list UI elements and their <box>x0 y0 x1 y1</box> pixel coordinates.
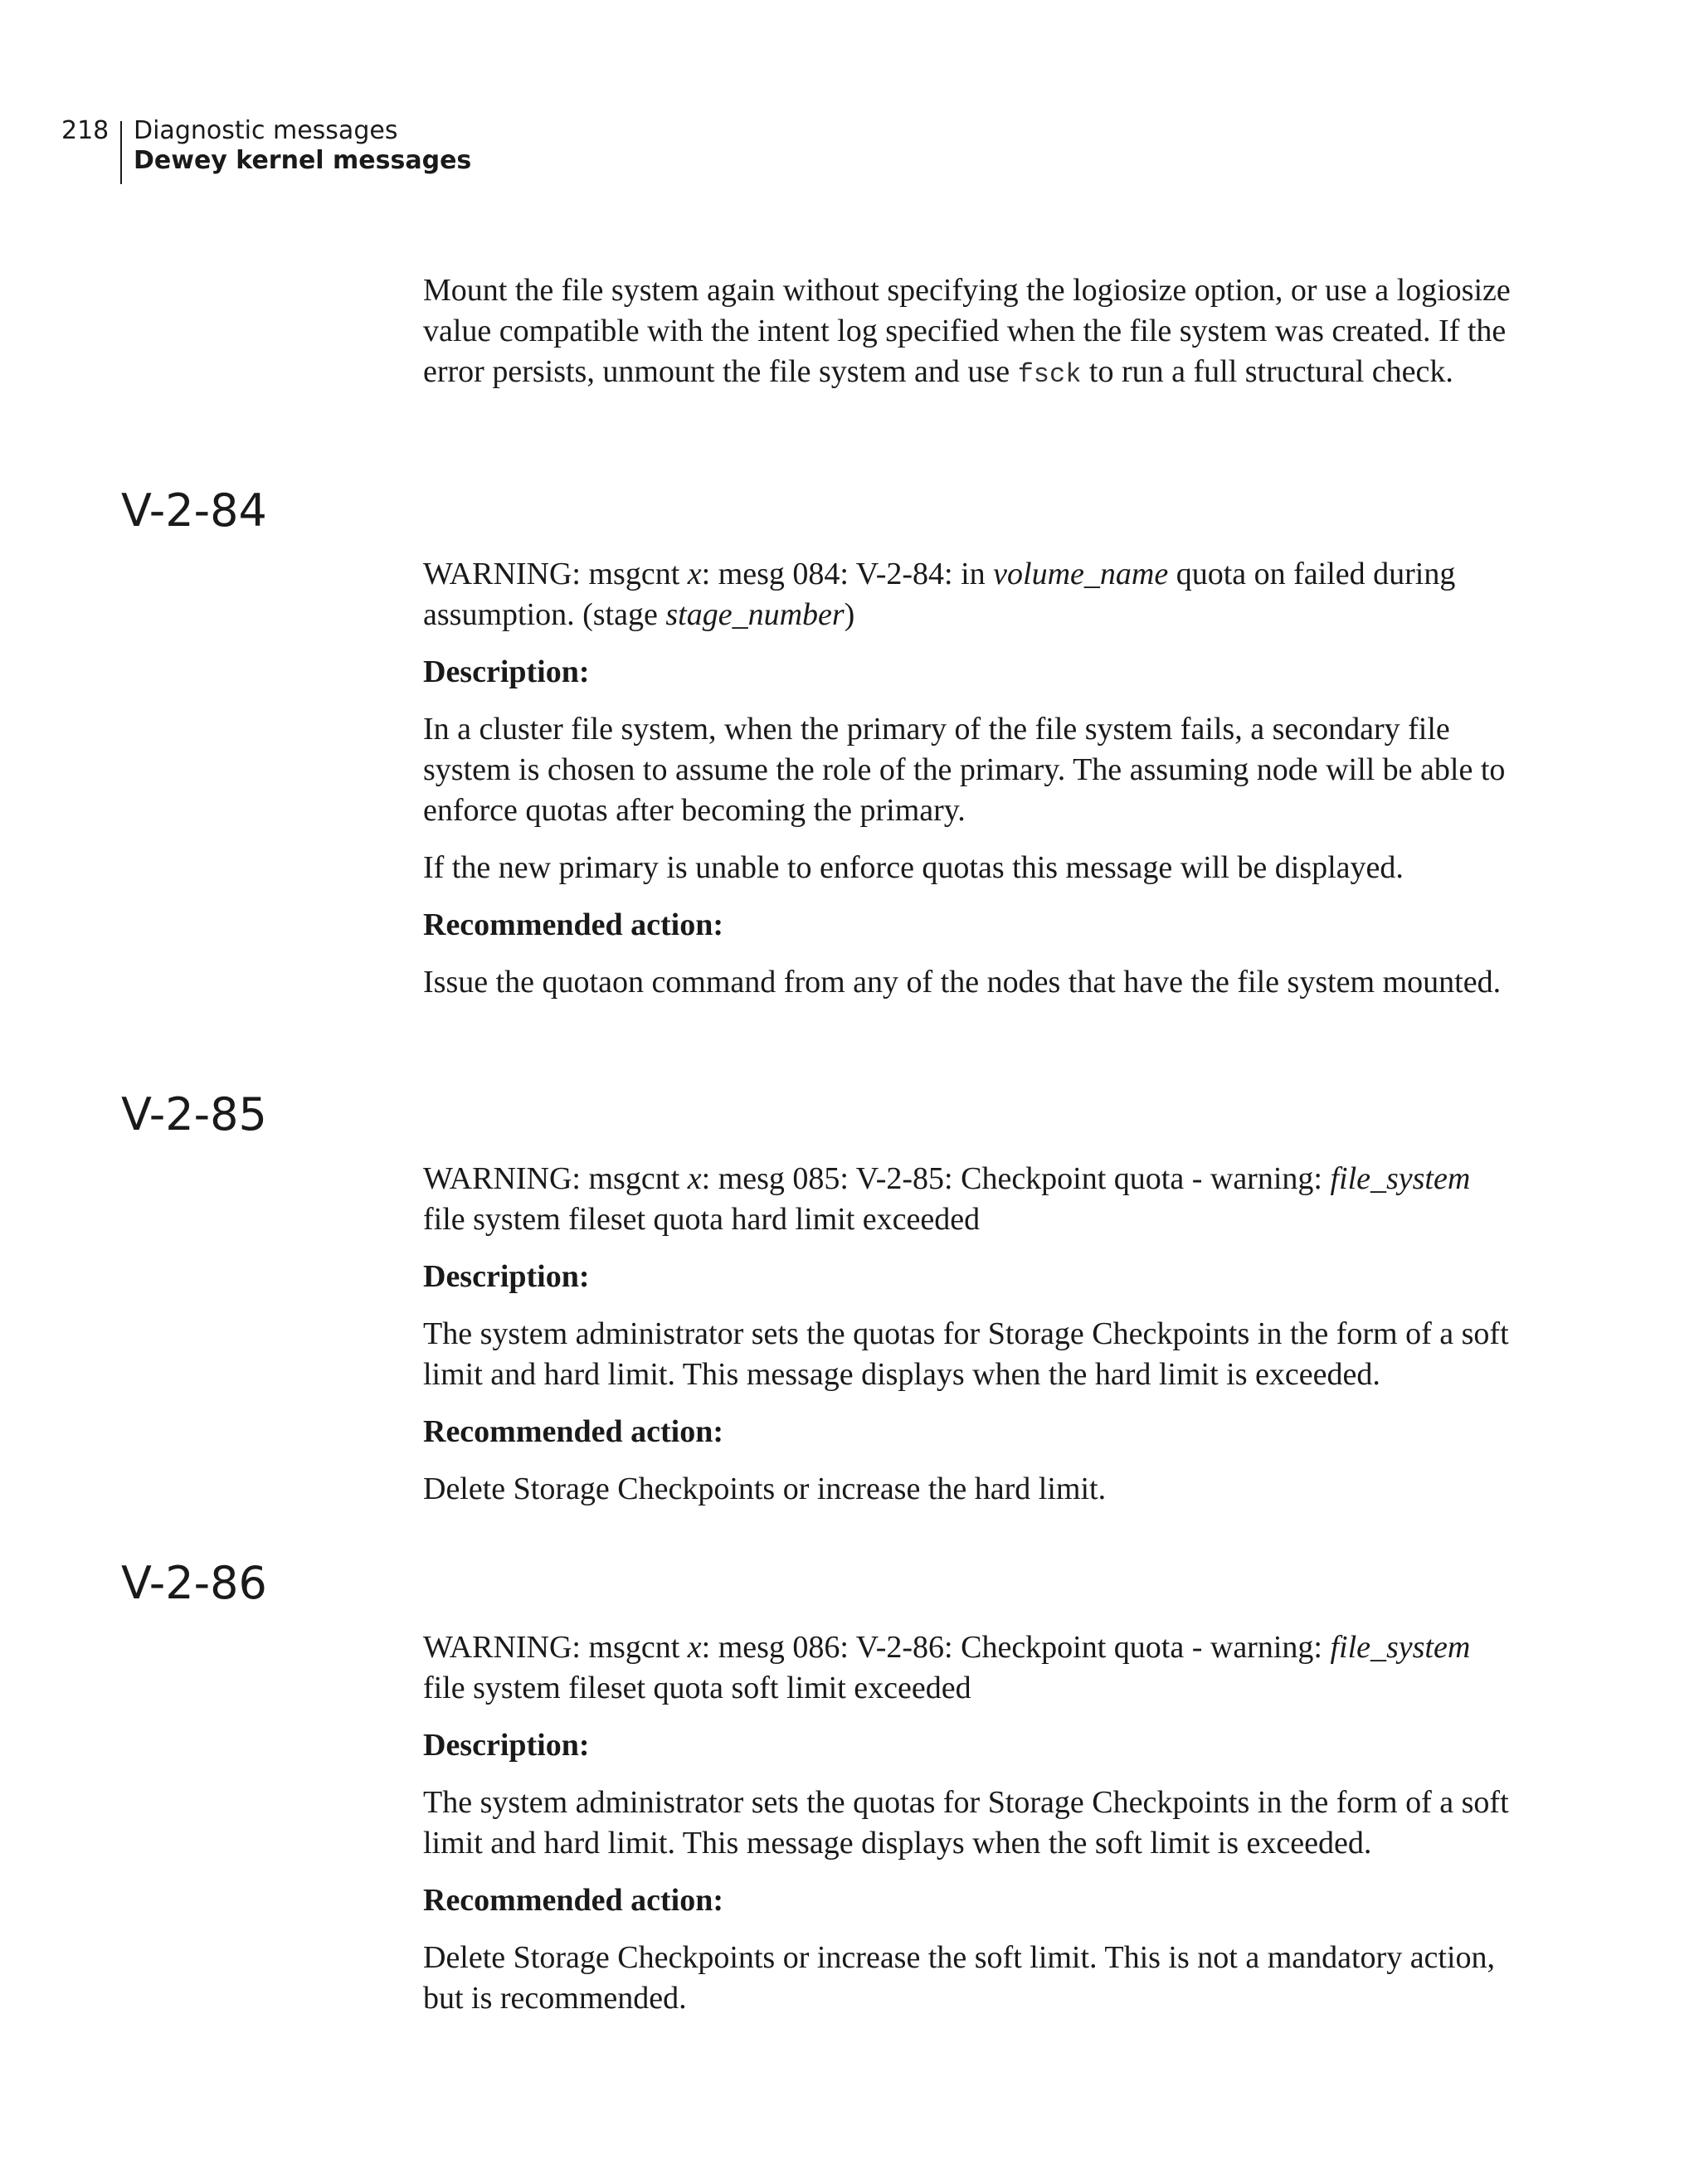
header-chapter-title: Diagnostic messages <box>134 116 398 145</box>
action-label: Recommended action: <box>423 907 723 942</box>
description-label: Description: <box>423 654 590 689</box>
warning-suffix: quota on failed during assumption. (stage <box>423 557 1456 632</box>
warning-variable: volume_name <box>993 557 1169 591</box>
warning-suffix: file system fileset quota hard limit exceeded <box>423 1202 981 1237</box>
message-body <box>423 554 1518 1019</box>
warning-variable: x <box>687 1630 702 1665</box>
warning-prefix: WARNING: msgcnt <box>423 1630 688 1665</box>
description-paragraph: If the new primary is unable to enforce quotas this message will be displayed. <box>423 850 1404 885</box>
message-heading: V-2-85 <box>121 1088 267 1141</box>
message-body <box>423 1159 1518 1526</box>
header-text <box>134 116 471 176</box>
intro-text-1: Mount the file system again without specifying the logiosize option, or use a logiosize value compatible with the intent log specified when the file system was created. If the error persists, unmount the file system and use <box>423 273 1511 389</box>
warning-variable: file_system <box>1330 1630 1471 1665</box>
warning-prefix: WARNING: msgcnt <box>423 557 688 591</box>
page-number: 218 <box>61 116 110 145</box>
header-section-title: Dewey kernel messages <box>134 146 472 175</box>
description-paragraph: The system administrator sets the quotas for Storage Checkpoints in the form of a soft limit and hard limit. This message displays when the soft limit is exceeded. <box>423 1785 1509 1861</box>
action-paragraph: Issue the quotaon command from any of the nodes that have the file system mounted. <box>423 965 1502 1000</box>
intro-block <box>423 270 1518 411</box>
action-label: Recommended action: <box>423 1883 723 1918</box>
warning-variable: x <box>687 557 702 591</box>
warning-text <box>423 1159 1518 1240</box>
header-divider <box>120 121 122 184</box>
warning-prefix: WARNING: msgcnt <box>423 1161 688 1196</box>
warning-variable: stage_number <box>665 597 845 632</box>
warning-suffix: file system fileset quota soft limit exceeded <box>423 1671 971 1705</box>
warning-middle: : mesg 084: V-2-84: in <box>701 557 994 591</box>
message-heading: V-2-84 <box>121 484 267 537</box>
intro-text-2: to run a full structural check. <box>1081 354 1453 389</box>
warning-text <box>423 1627 1518 1709</box>
warning-middle: : mesg 085: V-2-85: Checkpoint quota - warning: <box>701 1161 1331 1196</box>
intro-code: fsck <box>1017 359 1082 390</box>
description-paragraph: In a cluster file system, when the primary of the file system fails, a secondary file system is chosen to assume the role of the primary. The assuming node will be able to enforce quotas after becoming the primary. <box>423 712 1506 828</box>
description-label: Description: <box>423 1728 590 1763</box>
description-label: Description: <box>423 1259 590 1294</box>
message-body <box>423 1627 1518 2036</box>
description-paragraph: The system administrator sets the quotas for Storage Checkpoints in the form of a soft limit and hard limit. This message displays when the hard limit is exceeded. <box>423 1316 1509 1392</box>
warning-variable: x <box>687 1161 702 1196</box>
action-paragraph: Delete Storage Checkpoints or increase the hard limit. <box>423 1471 1107 1506</box>
warning-text <box>423 554 1518 635</box>
warning-variable: file_system <box>1330 1161 1471 1196</box>
warning-end: ) <box>844 597 855 632</box>
action-label: Recommended action: <box>423 1414 723 1449</box>
intro-paragraph <box>423 270 1518 395</box>
action-paragraph: Delete Storage Checkpoints or increase the soft limit. This is not a mandatory action, but is recommended. <box>423 1940 1496 2016</box>
message-heading: V-2-86 <box>121 1557 267 1609</box>
warning-middle: : mesg 086: V-2-86: Checkpoint quota - warning: <box>701 1630 1331 1665</box>
